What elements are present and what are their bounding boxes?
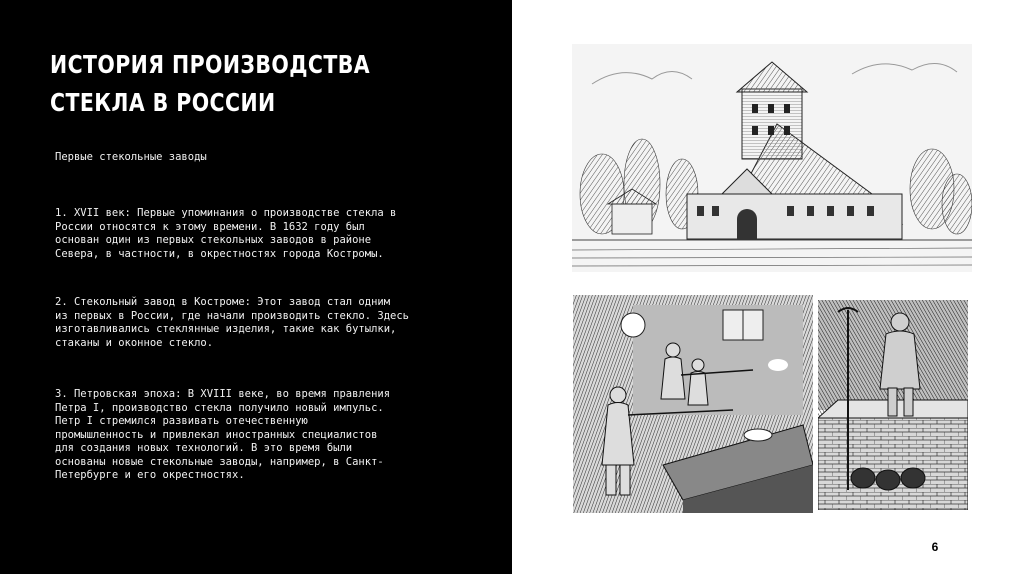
page-number: 6 xyxy=(931,540,939,554)
glassworks-building-picture xyxy=(572,44,972,272)
section-subheading: Первые стекольные заводы xyxy=(55,151,207,163)
paragraph-17th-century: 1. XVII век: Первые упоминания о производстве стекла в России относятся к этому времени. В 1632 году был основан один из первых стекольных заводов в районе Севера, в частности, в окрестностях города Костромы. xyxy=(55,207,397,260)
paragraph-kostroma-factory: 2. Стекольный завод в Костроме: Этот завод стал одним из первых в России, где начали производить стекло. Здесь изготавливались стеклянные изделия, такие как бутылки, стаканы и оконное стекло. xyxy=(55,296,410,349)
glassblower-platform-picture xyxy=(818,300,968,510)
slide-title-line-2: СТЕКЛА В РОССИИ xyxy=(50,88,276,117)
glassblowing-workshop-engraving xyxy=(573,295,813,513)
glassblowing-workshop-picture xyxy=(573,295,813,513)
glassblower-platform-engraving xyxy=(818,300,968,510)
paragraph-petrine-era: 3. Петровская эпоха: В XVIII веке, во время правления Петра I, производство стекла получило новый импульс. Петр I стремился развивать отечественную промышленность и привлекал иностранных специалистов для создания новых технологий. В это время были основаны новые стекольные заводы, например, в Санкт- Петербурге и его окрестностях. xyxy=(55,388,391,481)
slide-title xyxy=(50,46,394,122)
glassworks-building-engraving xyxy=(572,44,972,272)
slide-title-line-1: ИСТОРИЯ ПРОИЗВОДСТВА xyxy=(50,50,371,79)
